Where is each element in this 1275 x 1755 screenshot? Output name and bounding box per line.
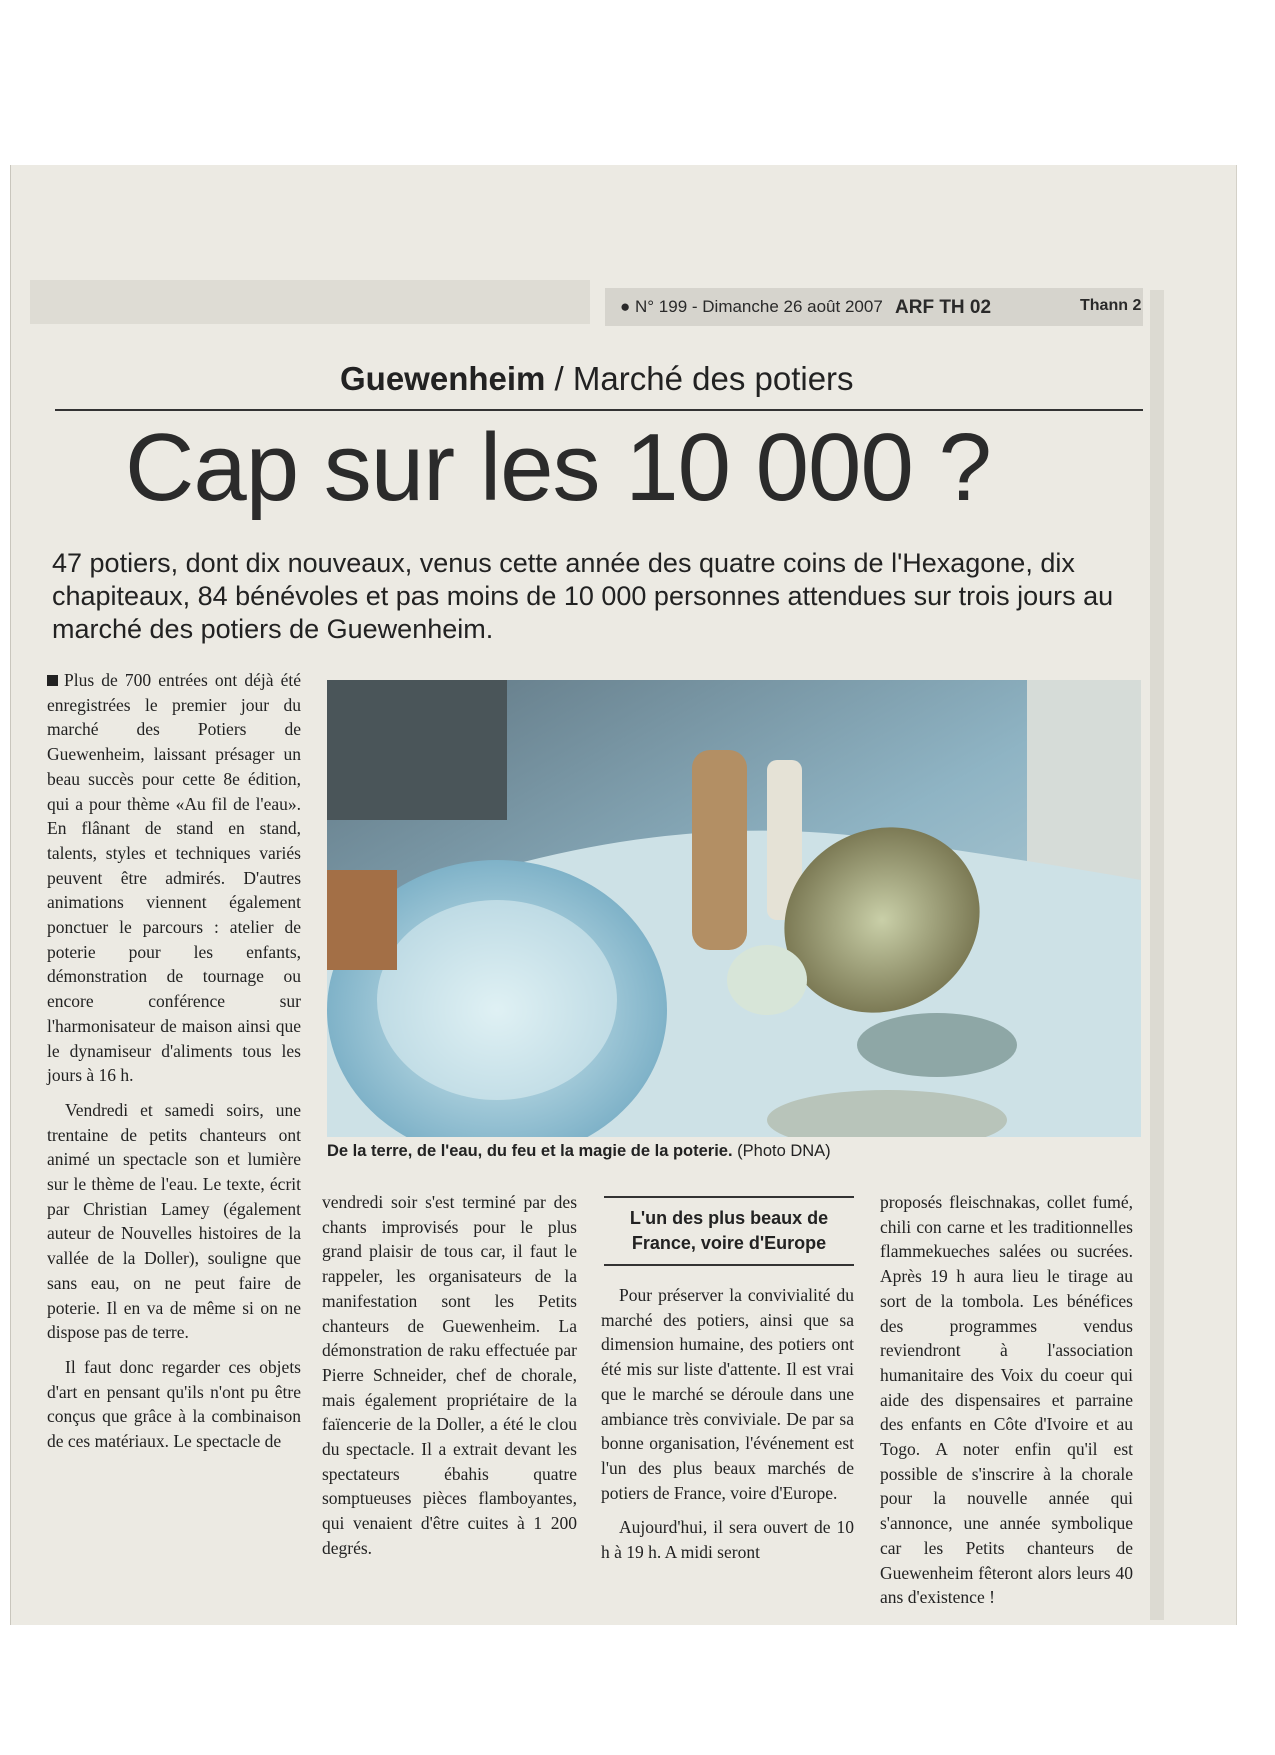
column-1 bbox=[47, 668, 301, 1464]
paragraph: proposés fleischnakas, collet fumé, chili con carne et les traditionnelles flammekueches salées ou sucrées. Après 19 h aura lieu le tirage au sort de la tombola. Les bénéfices des programmes vendus reviendront à l'association humanitaire des Voix du coeur qui aide des dispensaires et parraine des enfants en Côte d'Ivoire et au Togo. A noter enfin qu'il est possible de s'inscrire à la chorale pour la nouvelle année qui s'annonce, une année symbolique car les Petits chanteurs de Guewenheim fêteront alors leurs 40 ans d'existence ! bbox=[880, 1192, 1133, 1608]
issue-info: ● N° 199 - Dimanche 26 août 2007 bbox=[620, 297, 883, 316]
bullet-square-icon bbox=[47, 675, 58, 686]
caption-text: De la terre, de l'eau, du feu et la magie de la poterie. bbox=[327, 1142, 733, 1160]
page-header bbox=[605, 288, 1143, 326]
pottery-illustration bbox=[327, 680, 1141, 1137]
headline: Cap sur les 10 000 ? bbox=[125, 414, 991, 521]
caption-credit: (Photo DNA) bbox=[732, 1142, 831, 1160]
lede: 47 potiers, dont dix nouveaux, venus cette année des quatre coins de l'Hexagone, dix chapiteaux, 84 bénévoles et pas moins de 10 000 personnes attendues sur trois jours au marché des potiers de Guewenheim. bbox=[52, 548, 1114, 644]
pottery-photo bbox=[327, 680, 1141, 1137]
page-label: Thann 2 bbox=[1080, 297, 1142, 314]
kicker-topic: Marché des potiers bbox=[572, 360, 854, 397]
paragraph-text: Plus de 700 entrées ont déjà été enregistrées le premier jour du marché des Potiers de Guewenheim, laissant présager un beau succès pour cette 8e édition, qui a pour thème «Au fil de l'eau». En flânant de stand en stand, talents, styles et techniques variés peuvent être admirés. D'autres animations viennent également ponctuer le parcours : atelier de poterie pour les enfants, démonstration de tournage ou encore conférence sur l'harmonisateur de maison ainsi que le dynamiseur d'aliments tous les jours à 16 h. bbox=[47, 670, 301, 1086]
photo-caption bbox=[327, 1142, 1141, 1161]
header-band-left bbox=[30, 280, 590, 324]
sub-heading: L'un des plus beaux de France, voire d'Europe bbox=[604, 1196, 854, 1266]
paragraph: vendredi soir s'est terminé par des chants improvisés pour le plus grand plaisir de tous car, il faut le rappeler, les organisateurs de la manifestation sont les Petits chanteurs de Guewenheim. La démonstration de raku effectuée par Pierre Schneider, chef de chorale, mais également propriétaire de la faïencerie de la Doller, a été le clou du spectacle. Il a extrait devant les spectateurs ébahis quatre somptueuses pièces flamboyantes, qui venaient d'être cuites à 1 200 degrés. bbox=[322, 1192, 577, 1558]
paragraph bbox=[47, 668, 301, 1088]
paragraph: Aujourd'hui, il sera ouvert de 10 h à 19 h. A midi seront bbox=[601, 1517, 854, 1563]
kicker-place: Guewenheim bbox=[340, 360, 546, 397]
paragraph: Il faut donc regarder ces objets d'art en pensant qu'ils n'ont pu être conçus que grâce à la combinaison de ces matériaux. Le spectacle de bbox=[47, 1356, 301, 1452]
column-3 bbox=[601, 1283, 854, 1575]
kicker-separator: / bbox=[545, 360, 573, 397]
column-4 bbox=[880, 1190, 1133, 1620]
column-2 bbox=[322, 1190, 577, 1571]
edition-code: ARF TH 02 bbox=[895, 297, 992, 318]
kicker-rule bbox=[55, 409, 1143, 411]
paragraph: Vendredi et samedi soirs, une trentaine de petits chanteurs ont animé un spectacle son et lumière sur le thème de l'eau. Le texte, écrit par Christian Lamey (également auteur de Nouvelles histoires de la vallée de la Doller), souligne que sans eau, on ne peut faire de poterie. Il en va de même si on ne dispose pas de terre. bbox=[47, 1099, 301, 1343]
right-margin-band bbox=[1150, 290, 1164, 1620]
kicker bbox=[340, 360, 854, 398]
paragraph: Pour préserver la convivialité du marché des potiers, ainsi que sa dimension humaine, des potiers ont été mis sur liste d'attente. Il est vrai que le marché se déroule dans une ambiance très conviviale. De par sa bonne organisation, l'événement est l'un des plus beaux marchés de potiers de France, voire d'Europe. bbox=[601, 1285, 854, 1503]
